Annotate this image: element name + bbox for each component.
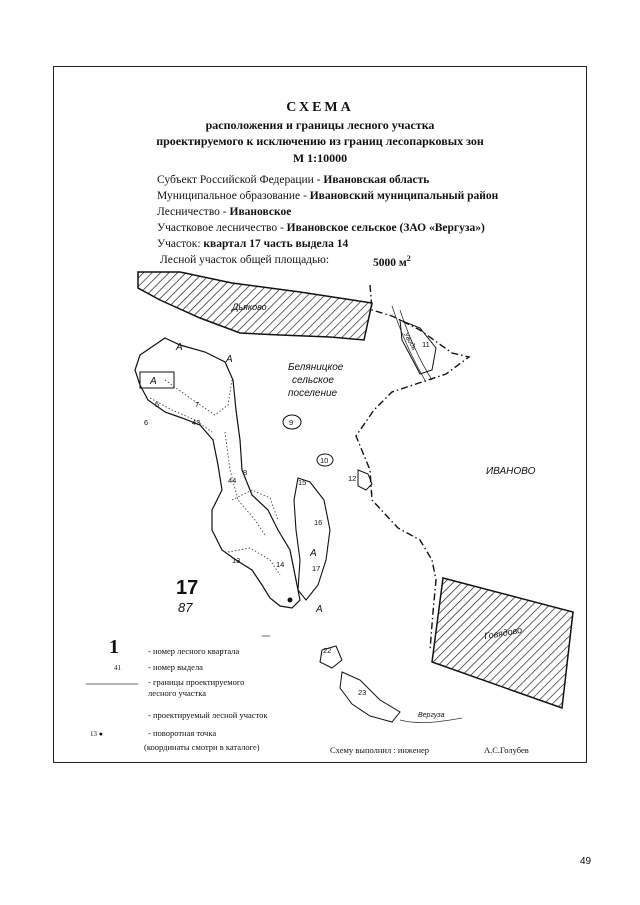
label-ivanovo: ИВАНОВО <box>486 466 536 477</box>
map-title: СХЕМА <box>286 100 354 115</box>
label-dyakovo: Дьяково <box>232 302 267 312</box>
parcel-label: 8 <box>243 468 248 477</box>
legend-border-text-1: - границы проектируемого <box>148 677 245 687</box>
legend-quarter-symbol: 1 <box>109 636 119 658</box>
label-verguza: Вергуза <box>418 712 445 719</box>
govyadovo-area <box>432 578 573 708</box>
legend-quarter-text: - номер лесного квартала <box>148 646 240 656</box>
info-forestry-label: Лесничество - <box>157 206 230 218</box>
info-plot-value: квартал 17 часть выдела 14 <box>203 238 349 250</box>
signature-made-by: Схему выполнил : инженер <box>330 745 430 755</box>
parcel-label: 7 <box>195 400 200 409</box>
info-subject-label: Субъект Российской Федерации - <box>157 174 324 186</box>
parcel-label: 11 <box>422 340 430 349</box>
parcel-label: 16 <box>314 518 323 527</box>
info-subject-value: Ивановская область <box>323 174 430 186</box>
label-uvod: Уводь <box>401 331 418 352</box>
quarter-number: 17 <box>176 577 199 599</box>
page-number: 49 <box>580 856 592 867</box>
parcel-label: А <box>310 548 317 559</box>
forest-parcel-23 <box>340 672 400 722</box>
parcel-label: А <box>150 376 157 387</box>
projected-plot-point <box>288 598 293 603</box>
label-belyanitskoe-3: поселение <box>288 388 338 399</box>
info-plot-label: Участок: <box>157 238 204 250</box>
map-subtitle-1: расположения и границы лесного участка <box>205 118 435 132</box>
info-area-number: 5000 м <box>373 256 407 269</box>
label-belyanitskoe-2: сельское <box>292 375 334 386</box>
map-subtitle-2: проектируемого к исключению из границ лесопарковых зон <box>156 134 484 148</box>
info-municipal-label: Муниципальное образование - <box>157 190 310 202</box>
forest-parcel-11 <box>400 320 436 374</box>
legend-vydel-text: - номер выдела <box>148 662 203 672</box>
parcel-label: 22 <box>323 646 332 655</box>
parcel-label: 14 <box>276 560 285 569</box>
parcel-label: 44 <box>228 476 237 485</box>
parcel-label: А <box>176 342 183 353</box>
legend-plot-text: - проектируемый лесной участок <box>148 710 268 720</box>
quarter-sub-number: 87 <box>178 600 193 615</box>
label-govyadovo: Говядово <box>483 624 523 642</box>
parcel-label: 13 <box>232 556 241 565</box>
legend-vydel-symbol: 41 <box>114 664 121 672</box>
map-scale: М 1:10000 <box>292 151 348 165</box>
parcel-label: 15 <box>298 478 307 487</box>
label-belyanitskoe-1: Беляницкое <box>288 362 344 373</box>
parcel-label: 5 <box>155 400 160 409</box>
forest-parcel-16 <box>294 478 330 600</box>
legend-border-text-2: лесного участка <box>148 688 207 698</box>
parcel-label: 23 <box>358 688 367 697</box>
parcel-label: А <box>226 354 233 365</box>
parcel-label: 10 <box>320 456 329 465</box>
info-municipal-value: Ивановский муниципальный район <box>309 190 499 202</box>
info-forestry-value: Ивановское <box>229 206 292 218</box>
parcel-label: 6 <box>144 418 149 427</box>
vydel-borders <box>150 380 280 575</box>
legend-point-text-2: (координаты смотри в каталоге) <box>144 742 260 752</box>
parcel-label: 12 <box>348 474 357 483</box>
parcel-a-box <box>140 372 174 388</box>
info-area-unit-sup: 2 <box>406 254 411 263</box>
legend-point-text-1: - поворотная точка <box>148 728 217 738</box>
info-district-value: Ивановское сельское (ЗАО «Вергуза») <box>286 222 485 234</box>
info-area-label: Лесной участок общей площадью: <box>160 254 330 266</box>
parcel-label: 17 <box>312 564 321 573</box>
info-district-label: Участковое лесничество - <box>157 222 287 234</box>
parcel-label: 43 <box>192 418 201 427</box>
forest-parcel-12 <box>358 470 372 490</box>
parcel-label: А <box>316 604 323 615</box>
parcel-label: 9 <box>289 418 294 427</box>
signature-name: А.С.Голубев <box>484 745 529 755</box>
legend-point-symbol: 13 ● <box>90 730 103 738</box>
